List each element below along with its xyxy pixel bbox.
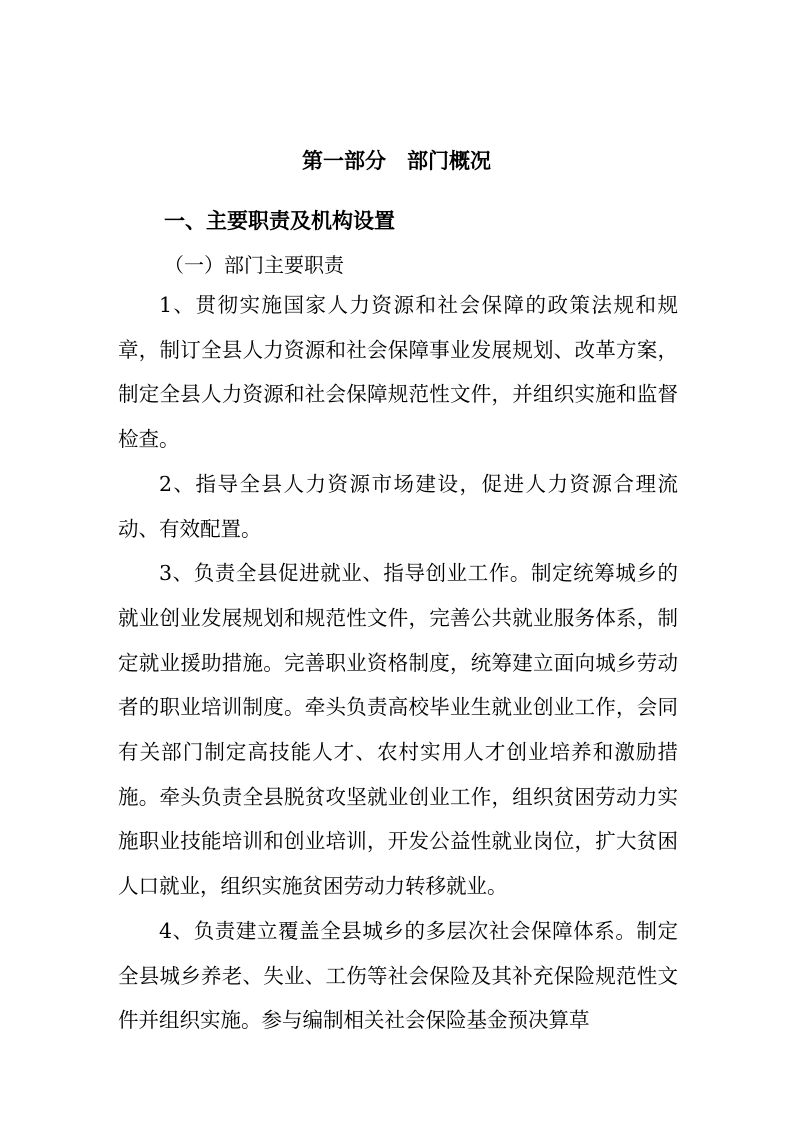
paragraph-duty-3: 3、负责全县促进就业、指导创业工作。制定统筹城乡的就业创业发展规划和规范性文件，完善公共就业服务体系，制定就业援助措施。完善职业资格制度，统筹建立面向城乡劳动者的职业培训制度。牵头负责高校毕业生就业创业工作，会同有关部门制定高技能人才、农村实用人才创业培养和激励措施。牵头负责全县脱贫攻坚就业创业工作，组织贫困劳动力实施职业技能培训和创业培训，开发公益性就业岗位，扩大贫困人口就业，组织实施贫困劳动力转移就业。 — [118, 561, 678, 899]
paragraph-duty-2: 2、指导全县人力资源市场建设，促进人力资源合理流动、有效配置。 — [118, 471, 678, 541]
subsection-title: （一）部门主要职责 — [164, 253, 344, 277]
paragraph-duty-4: 4、负责建立覆盖全县城乡的多层次社会保障体系。制定全县城乡养老、失业、工伤等社会保险及其补充保险规范性文件并组织实施。参与编制相关社会保险基金预决算草 — [118, 918, 678, 1033]
body-text — [118, 283, 678, 1043]
paragraph-duty-1: 1、贯彻实施国家人力资源和社会保障的政策法规和规章，制订全县人力资源和社会保障事业发展规划、改革方案，制定全县人力资源和社会保障规范性文件，并组织实施和监督检查。 — [118, 293, 678, 452]
part-title: 第一部分 部门概况 — [302, 149, 491, 173]
section-title: 一、主要职责及机构设置 — [164, 209, 395, 233]
